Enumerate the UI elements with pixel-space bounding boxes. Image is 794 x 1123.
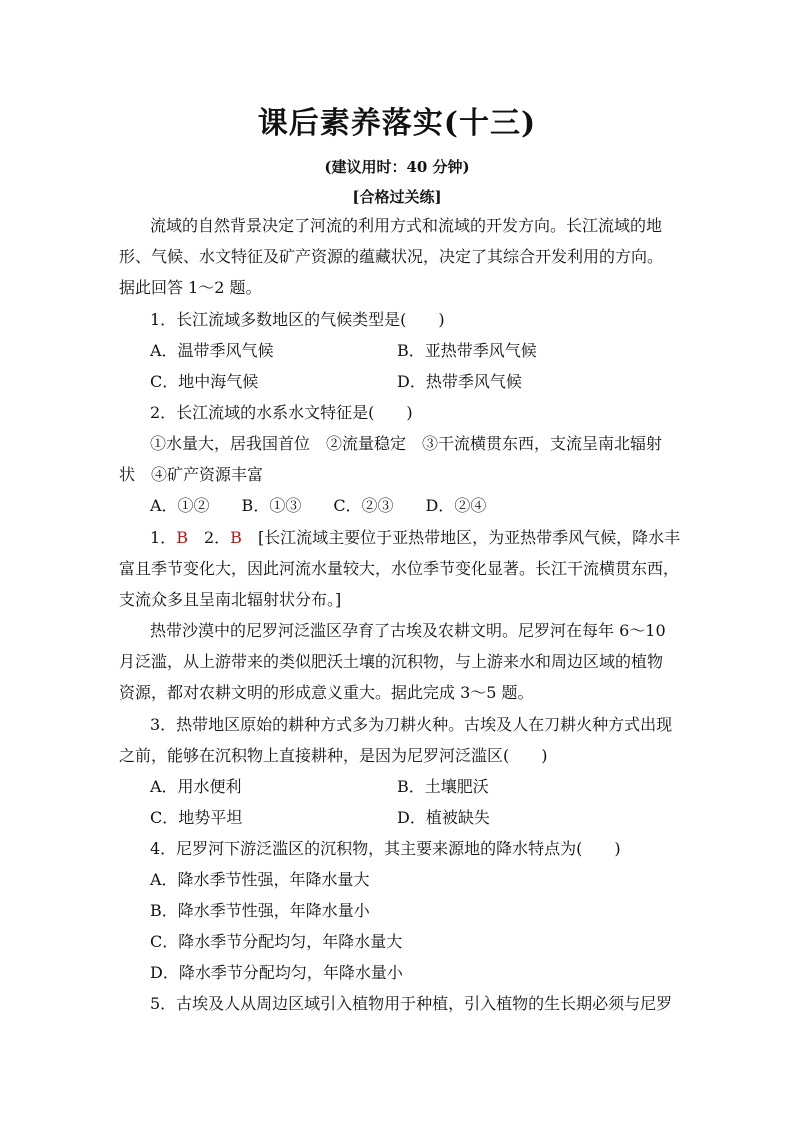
q3-option-b: B．土壤肥沃: [397, 777, 489, 796]
q3-stem-line1: 3．热带地区原始的耕种方式多为刀耕火种。古埃及人在刀耕火种方式出现: [150, 715, 673, 734]
passage2-line1: 热带沙漠中的尼罗河泛滥区孕育了古埃及农耕文明。尼罗河在每年 6～10: [150, 621, 666, 640]
q1-option-d: D．热带季风气候: [397, 372, 522, 391]
time-note: (建议用时：40 分钟): [324, 158, 470, 176]
q3-option-d: D．植被缺失: [397, 808, 490, 827]
q1-stem: 1．长江流域多数地区的气候类型是( ): [150, 310, 445, 329]
q1-option-a: A．温带季风气候: [150, 341, 274, 360]
q2-items-line1: ①水量大，居我国首位 ②流量稳定 ③干流横贯东西，支流呈南北辐射: [150, 434, 663, 453]
answer2-letter: B: [230, 528, 242, 547]
answer-explanation-2: 富且季节变化大，因此河流水量较大，水位季节变化显著。长江干流横贯东西，: [119, 559, 680, 578]
q4-option-c: C．降水季节分配均匀，年降水量大: [150, 932, 403, 951]
passage1-line1: 流域的自然背景决定了河流的利用方式和流域的开发方向。长江流域的地: [150, 216, 663, 235]
q2-choices: A．①② B．①③ C．②③ D．②④: [150, 496, 487, 515]
answer-explanation-1: [长江流域主要位于亚热带地区，为亚热带季风气候，降水丰: [257, 528, 681, 547]
passage1-line3: 据此回答 1～2 题。: [119, 278, 262, 297]
passage2-line3: 资源，都对农耕文明的形成意义重大。据此完成 3～5 题。: [119, 683, 534, 702]
q1-option-b: B．亚热带季风气候: [397, 341, 537, 360]
page-title: 课后素养落实(十三): [257, 106, 537, 141]
answer-1-2-line1: [150, 528, 680, 548]
q2-items-line2: 状 ④矿产资源丰富: [119, 465, 264, 484]
passage2-line2: 月泛滥，从上游带来的类似肥沃土壤的沉积物，与上游来水和周边区域的植物: [119, 652, 664, 671]
answer2-num: 2．: [203, 528, 231, 547]
q4-option-b: B．降水季节性强，年降水量小: [150, 901, 370, 920]
q4-stem: 4．尼罗河下游泛滥区的沉积物，其主要来源地的降水特点为( ): [150, 839, 621, 858]
q5-stem: 5．古埃及人从周边区域引入植物用于种植，引入植物的生长期必须与尼罗: [150, 994, 673, 1013]
answer1-num: 1．: [150, 528, 177, 547]
q4-option-d: D．降水季节分配均匀，年降水量小: [150, 963, 403, 982]
passage1-line2: 形、气候、水文特征及矿产资源的蕴藏状况，决定了其综合开发利用的方向。: [119, 247, 664, 266]
q1-option-c: C．地中海气候: [150, 372, 259, 391]
answer-explanation-3: 支流众多且呈南北辐射状分布。]: [119, 590, 342, 609]
q4-option-a: A．降水季节性强，年降水量大: [150, 870, 370, 889]
answer1-letter: B: [176, 528, 188, 547]
q3-stem-line2: 之前，能够在沉积物上直接耕种，是因为尼罗河泛滥区( ): [119, 746, 548, 765]
q3-option-c: C．地势平坦: [150, 808, 243, 827]
section-heading: [合格过关练]: [352, 188, 442, 206]
q3-option-a: A．用水便利: [150, 777, 242, 796]
q2-stem: 2．长江流域的水系水文特征是( ): [150, 403, 413, 422]
